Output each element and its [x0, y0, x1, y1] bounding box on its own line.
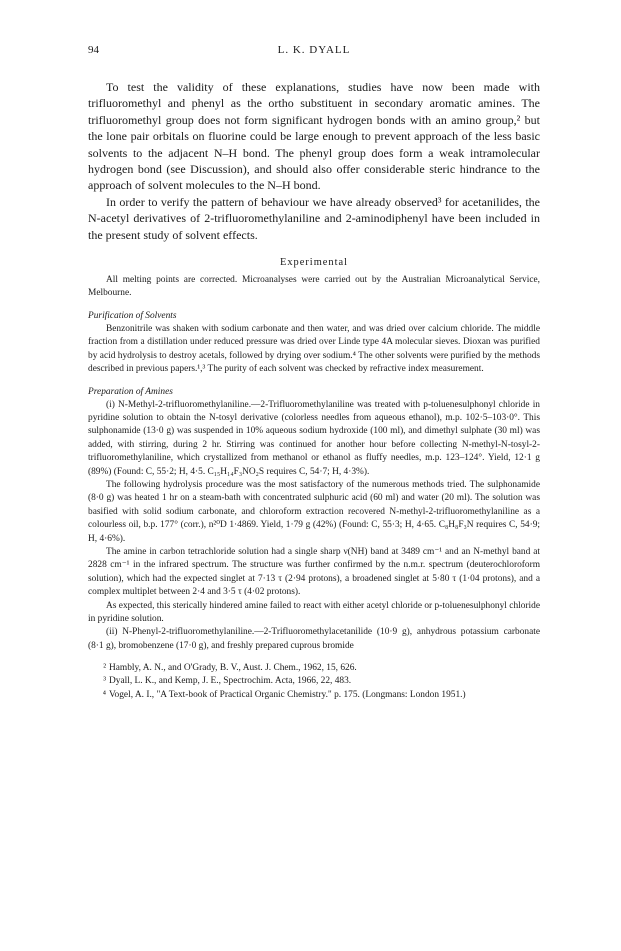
footnote-text: Dyall, L. K., and Kemp, J. E., Spectrochim. Acta, 1966, 22, 483.	[109, 676, 352, 687]
footnote-text: Vogel, A. I., "A Text-book of Practical Organic Chemistry." p. 175. (Longmans: London 1951.)	[109, 689, 466, 700]
amines-paragraph-4: As expected, this sterically hindered amine failed to react with either acetyl chloride or p-toluenesulphonyl chloride in pyridine solution.	[88, 600, 540, 624]
footnote	[88, 675, 540, 688]
intro-paragraph-2: In order to verify the pattern of behaviour we have already observed³ for acetanilides, the N-acetyl derivatives of 2-trifluoromethylaniline and 2-aminodiphenyl have been included in the present study of solvent effects.	[88, 194, 540, 242]
text-column	[88, 79, 540, 702]
amines-paragraph-1: (i) N-Methyl-2-trifluoromethylaniline.—2-Trifluoromethylaniline was treated with p-toluenesulphonyl chloride in pyridine solution to obtain the N-tosyl derivative (colorless needles from aqueous ethanol), m.p. 102·5–103·0°. This sulphonamide (13·0 g) was suspended in 10% aqueous sodium hydroxide (100 ml), and dimethyl sulphate (30 ml) was added, with stirring, during 2 hr. Stirring was continued for another hour before collecting N-methyl-N-tosyl-2-trifluoromethylaniline, which crystallized from methanol or ethanol as fluffy needles, m.p. 123–124°. Yield, 12·1 g (89%) (Found: C, 55·2; H, 4·5. C₁₅H₁₄F₃NO₂S requires C, 54·7; H, 4·3%).	[88, 399, 540, 477]
footnote	[88, 662, 540, 675]
experimental-heading: Experimental	[280, 257, 348, 269]
amines-paragraph-3: The amine in carbon tetrachloride solution had a single sharp ν(NH) band at 3489 cm⁻¹ and an N-methyl band at 2828 cm⁻¹ in the infrared spectrum. The structure was further confirmed by the n.m.r. spectrum (deuterochloroform solution), which had the expected singlet at 7·13 τ (2·94 protons), a broadened singlet at 5·80 τ (1·04 protons), and a complex multiplet between 2·4 and 3·5 τ (4·02 protons).	[88, 546, 540, 598]
footnote	[88, 689, 540, 702]
purification-paragraph: Benzonitrile was shaken with sodium carbonate and then water, and was dried over calcium chloride. The middle fraction from a distillation under reduced pressure was dried over Linde type 4A molecular sieves. Dioxan was purified by acid hydrolysis to destroy acetals, followed by drying over sodium.⁴ The other solvents were purified by the methods described in previous papers.¹,³ The purity of each solvent was checked by refractive index measurement.	[88, 323, 540, 375]
footnote-number: ³	[103, 676, 106, 687]
running-title: L. K. DYALL	[277, 44, 351, 56]
amines-paragraph-5: (ii) N-Phenyl-2-trifluoromethylaniline.—2-Trifluoromethylacetanilide (10·9 g), anhydrous potassium carbonate (8·1 g), bromobenzene (17·0 g), and freshly prepared cuprous bromide	[88, 627, 540, 651]
footnote-number: ⁴	[102, 689, 106, 700]
running-header	[88, 44, 540, 60]
intro-paragraph-1: To test the validity of these explanations, studies have now been made with trifluoromethyl and phenyl as the ortho substituent in secondary aromatic amines. The trifluoromethyl group does not form significant hydrogen bonds with an amino group,² but the lone pair orbitals on fluorine could be large enough to prevent approach of the less basic solvents to the adjacent N–H bond. The phenyl group does form a weak intramolecular hydrogen bond (see Discussion), and should also offer considerable steric hindrance to the approach of solvent molecules to the N–H bond.	[88, 80, 540, 193]
experimental-paragraph: All melting points are corrected. Microanalyses were carried out by the Australian Microanalytical Service, Melbourne.	[88, 275, 540, 299]
footnote-number: ²	[103, 663, 106, 674]
footnotes	[88, 662, 540, 702]
amines-paragraph-2: The following hydrolysis procedure was the most satisfactory of the numerous methods tried. The sulphonamide (8·0 g) was heated 1 hr on a steam-bath with concentrated sulphuric acid (60 ml) and water (20 ml). The solution was basified with solid sodium carbonate, and chloroform extraction recovered N-methyl-2-trifluoromethylaniline as a colourless oil, b.p. 177° (corr.), n²⁰D 1·4869. Yield, 1·79 g (42%) (Found: C, 55·3; H, 4·65. C₈H₈F₃N requires C, 54·9; H, 4·6%).	[88, 479, 540, 544]
page-number: 94	[88, 44, 99, 56]
footnote-text: Hambly, A. N., and O'Grady, B. V., Aust. J. Chem., 1962, 15, 626.	[109, 663, 357, 674]
purification-heading: Purification of Solvents	[88, 310, 177, 321]
amines-heading: Preparation of Amines	[88, 386, 173, 397]
